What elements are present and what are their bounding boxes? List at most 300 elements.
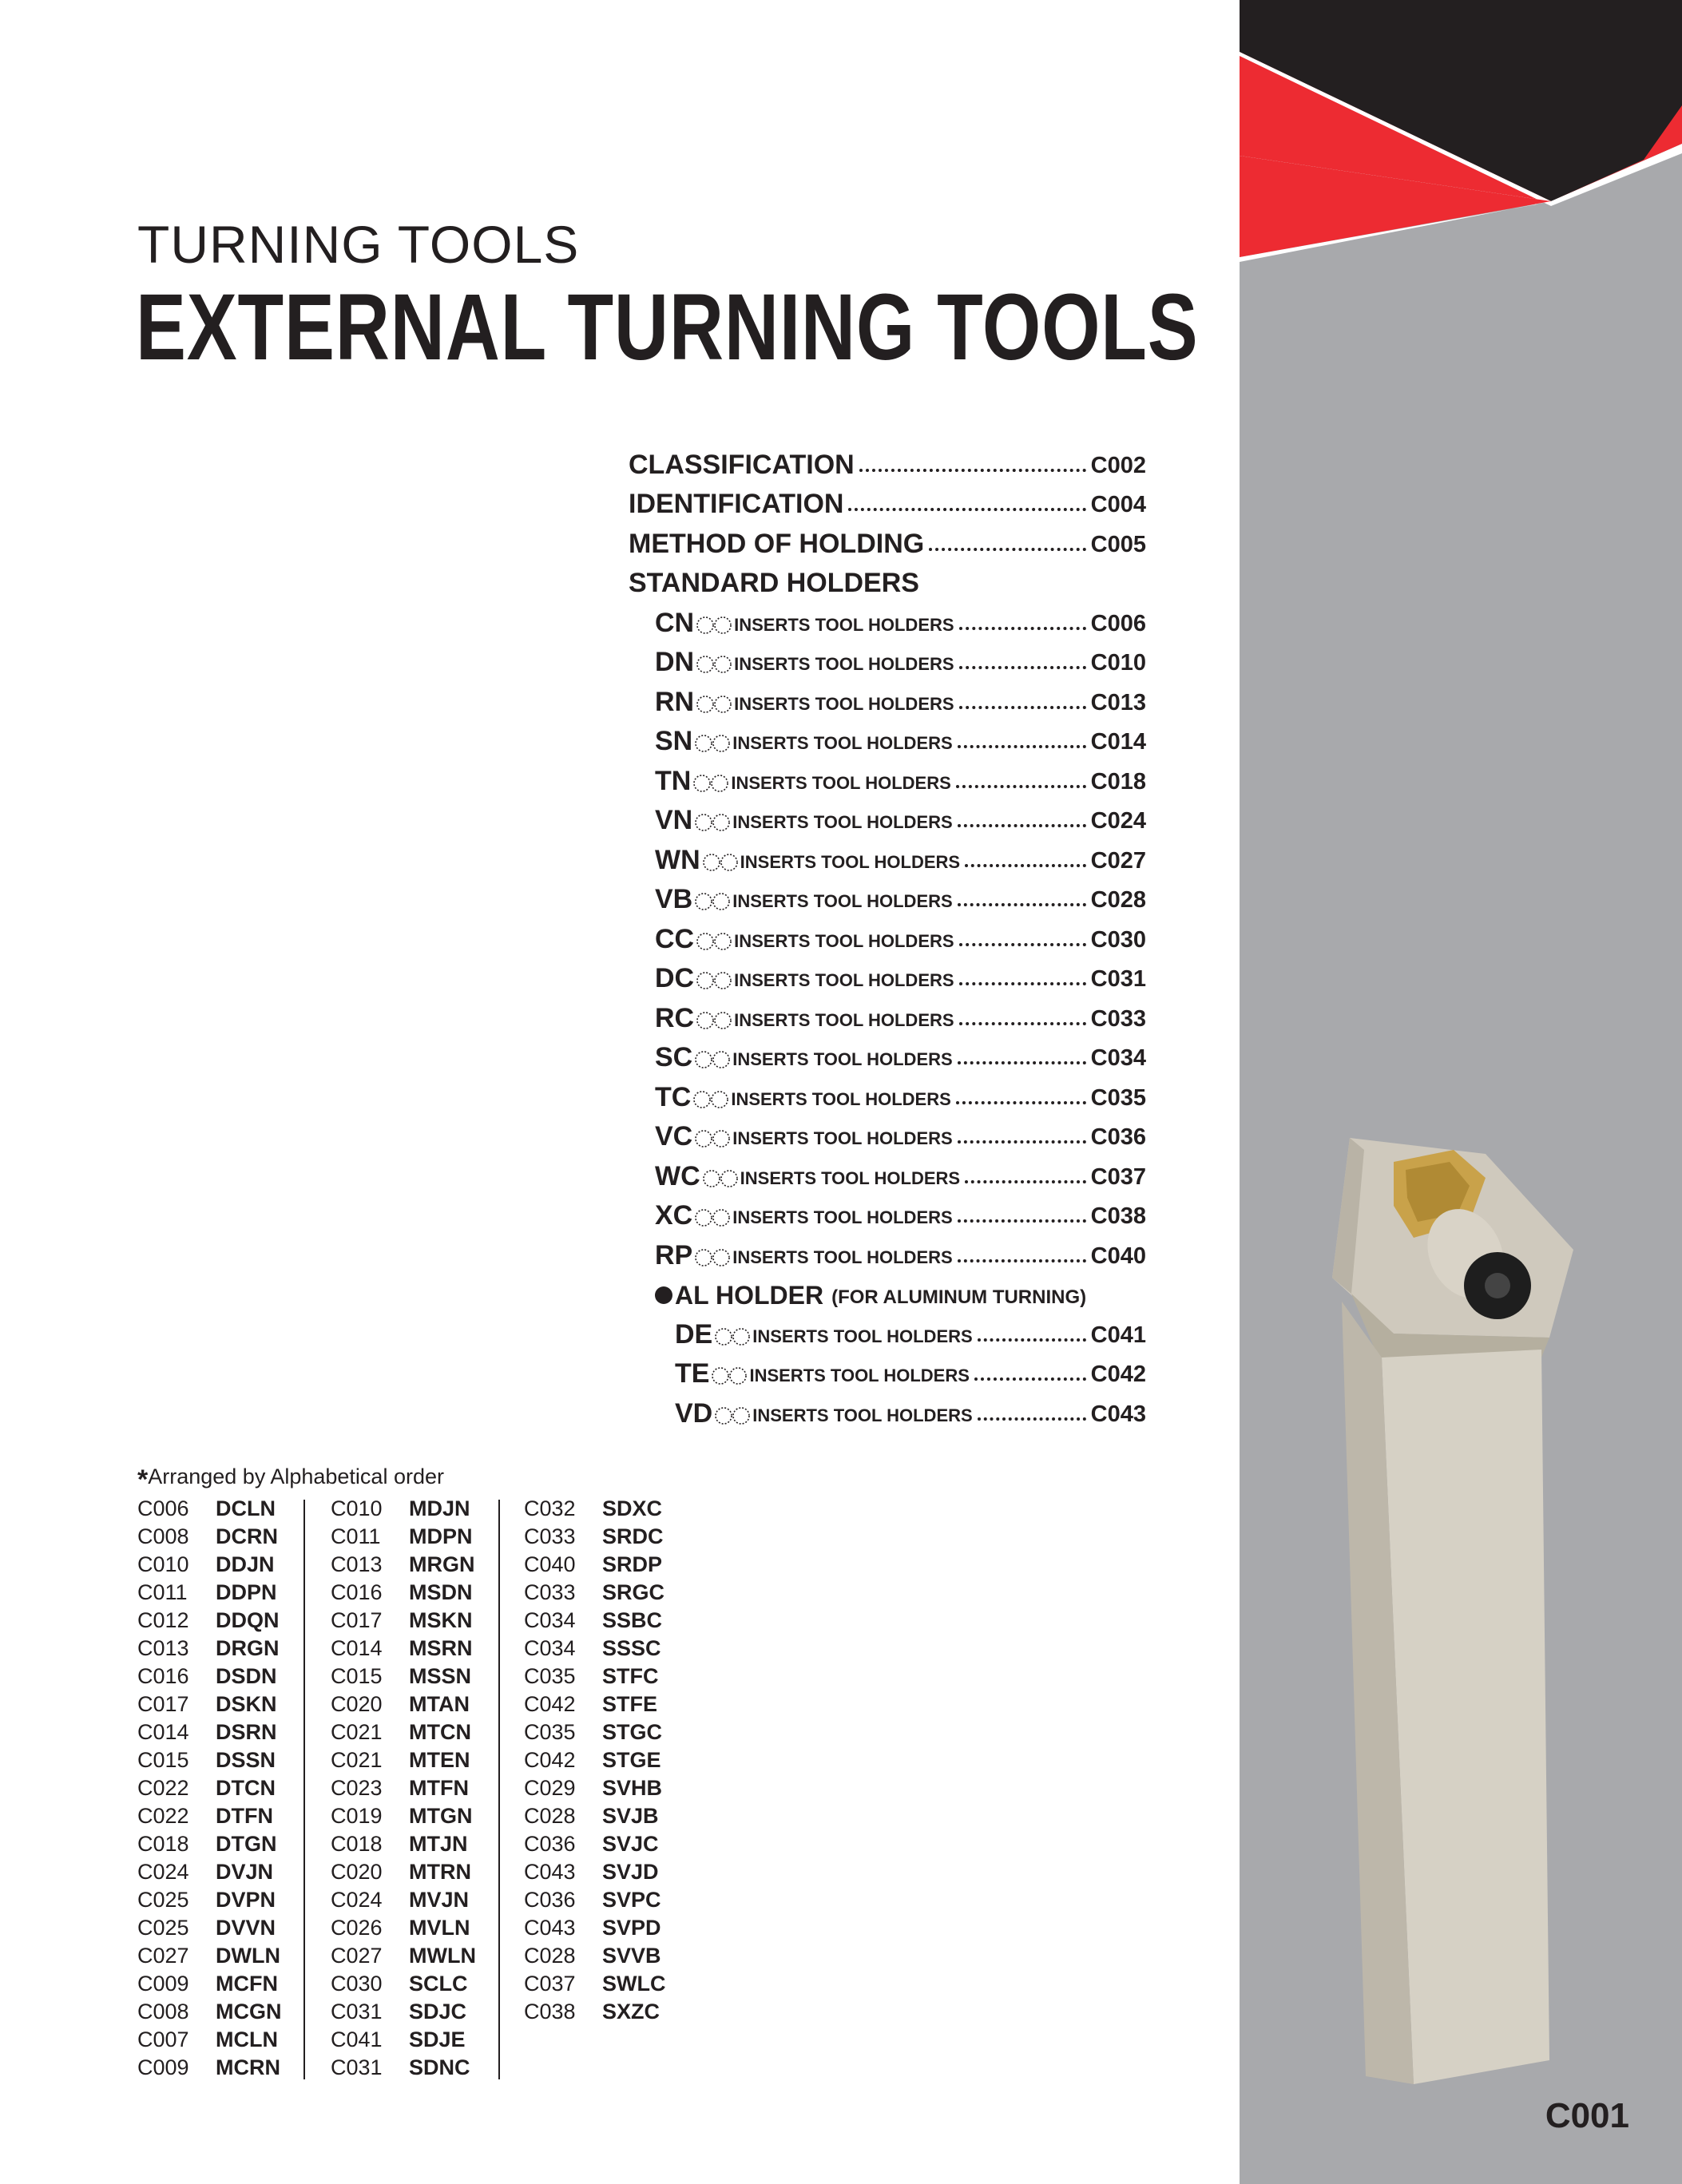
holder-code: CN: [655, 607, 695, 638]
holder-code: WN: [655, 844, 700, 875]
toc-leader: [958, 1219, 1086, 1223]
index-column: [137, 1495, 282, 2082]
tool-holder-image: [1318, 1118, 1605, 2100]
holder-description: INSERTS TOOL HOLDERS: [732, 1207, 953, 1227]
index-entry[interactable]: [331, 1998, 476, 2026]
index-entry[interactable]: [137, 1914, 282, 1942]
index-model: DCLN: [216, 1496, 276, 1520]
alphabetical-note: [137, 1460, 444, 1495]
toc-leader: [959, 1022, 1086, 1025]
index-entry[interactable]: [137, 1942, 282, 1970]
toc-item[interactable]: [629, 915, 1146, 955]
holder-code: RC: [655, 1002, 695, 1033]
index-model: DDPN: [216, 1580, 277, 1604]
index-entry[interactable]: [524, 1551, 665, 1579]
toc-page: C038: [1090, 1203, 1146, 1229]
index-model: STFC: [602, 1664, 659, 1688]
index-model: DCRN: [216, 1524, 278, 1548]
al-holders-list: [629, 1310, 1146, 1429]
index-page: C038: [524, 2000, 576, 2023]
index-model: SWLC: [602, 1972, 666, 1996]
toc-item[interactable]: [629, 757, 1146, 797]
index-entry[interactable]: [137, 1607, 282, 1635]
insert-shape-icon: [696, 1010, 732, 1031]
holder-description: INSERTS TOOL HOLDERS: [732, 812, 953, 832]
index-page: C033: [524, 1524, 576, 1548]
toc-page: C041: [1090, 1322, 1146, 1348]
index-entry[interactable]: [524, 1746, 665, 1774]
index-page: C033: [524, 1580, 576, 1604]
index-entry[interactable]: [137, 1970, 282, 1998]
index-entry[interactable]: [137, 1858, 282, 1886]
holder-code: SN: [655, 726, 693, 756]
toc-page: C034: [1090, 1045, 1146, 1071]
index-entry[interactable]: [331, 1942, 476, 1970]
toc-item[interactable]: [629, 994, 1146, 1034]
index-page: C041: [331, 2027, 383, 2051]
index-entry[interactable]: [524, 1774, 665, 1802]
toc-page: C035: [1090, 1084, 1146, 1111]
index-page: C015: [137, 1748, 189, 1772]
index-entry[interactable]: [137, 1551, 282, 1579]
index-entry[interactable]: [137, 1746, 282, 1774]
toc-page: C013: [1090, 689, 1146, 715]
index-model: SVPD: [602, 1916, 661, 1940]
index-model: MVLN: [409, 1916, 470, 1940]
index-page: C025: [137, 1888, 189, 1912]
index-entry[interactable]: [331, 1579, 476, 1607]
index-model: DVJN: [216, 1860, 274, 1884]
holder-description: INSERTS TOOL HOLDERS: [752, 1326, 973, 1346]
toc-label: STANDARD HOLDERS: [629, 568, 919, 598]
insert-shape-icon: [694, 812, 731, 833]
toc-leader: [929, 548, 1085, 551]
index-page: C019: [331, 1804, 383, 1828]
toc-item[interactable]: [629, 599, 1146, 639]
insert-shape-icon: [692, 773, 729, 794]
index-page: C020: [331, 1692, 383, 1716]
column-divider: [498, 1500, 500, 2079]
index-page: C011: [137, 1580, 188, 1604]
index-model: MCGN: [216, 2000, 282, 2023]
index-model: MTJN: [409, 1832, 468, 1856]
toc-leader: [848, 508, 1085, 511]
index-model: MSRN: [409, 1636, 473, 1660]
index-model: MTGN: [409, 1804, 473, 1828]
index-page: C014: [137, 1720, 189, 1744]
index-model: DTCN: [216, 1776, 276, 1800]
index-page: C012: [137, 1608, 189, 1632]
index-entry[interactable]: [524, 1886, 665, 1914]
index-model: SDNC: [409, 2055, 470, 2079]
index-entry[interactable]: [524, 1998, 665, 2026]
index-model: MCFN: [216, 1972, 278, 1996]
index-model: SVJD: [602, 1860, 659, 1884]
index-page: C025: [137, 1916, 189, 1940]
index-entry[interactable]: [524, 1718, 665, 1746]
toc-item[interactable]: [629, 1034, 1146, 1074]
toc-item[interactable]: [629, 1152, 1146, 1192]
index-page: C013: [331, 1552, 383, 1576]
index-page: C043: [524, 1860, 576, 1884]
index-page: C017: [137, 1692, 189, 1716]
insert-shape-icon: [714, 1326, 751, 1347]
index-model: SDXC: [602, 1496, 663, 1520]
index-model: MTCN: [409, 1720, 471, 1744]
index-model: MDPN: [409, 1524, 473, 1548]
index-entry[interactable]: [137, 1691, 282, 1718]
holder-code: VN: [655, 805, 693, 835]
toc-leader: [978, 1417, 1086, 1421]
index-entry[interactable]: [331, 1858, 476, 1886]
index-model: SVVB: [602, 1944, 661, 1968]
holder-description: INSERTS TOOL HOLDERS: [740, 1167, 961, 1188]
index-entry[interactable]: [137, 1579, 282, 1607]
toc-page: C040: [1090, 1243, 1146, 1269]
index-entry[interactable]: [331, 1635, 476, 1663]
index-entry[interactable]: [524, 1523, 665, 1551]
index-entry[interactable]: [137, 1802, 282, 1830]
toc-leader: [958, 903, 1086, 906]
index-entry[interactable]: [331, 1718, 476, 1746]
insert-shape-icon: [696, 615, 732, 636]
toc-item[interactable]: [629, 718, 1146, 758]
index-model: STFE: [602, 1692, 658, 1716]
holder-code: RN: [655, 686, 695, 717]
holder-code: RP: [655, 1239, 693, 1270]
toc-leader: [859, 469, 1086, 472]
toc-item[interactable]: [629, 1113, 1146, 1153]
toc-leader: [965, 1180, 1086, 1183]
toc-item[interactable]: [629, 836, 1146, 876]
insert-shape-icon: [696, 970, 732, 991]
index-entry[interactable]: [331, 2054, 476, 2082]
holder-description: INSERTS TOOL HOLDERS: [734, 930, 954, 951]
holder-description: INSERTS TOOL HOLDERS: [752, 1405, 973, 1425]
holder-code: VB: [655, 884, 693, 914]
holder-code: WC: [655, 1160, 700, 1191]
toc-leader: [965, 864, 1086, 867]
holder-description: INSERTS TOOL HOLDERS: [731, 772, 951, 793]
index-page: C034: [524, 1636, 576, 1660]
toc-page: C030: [1090, 926, 1146, 953]
index-entry[interactable]: [331, 1691, 476, 1718]
index-page: C043: [524, 1916, 576, 1940]
index-page: C028: [524, 1944, 576, 1968]
index-entry[interactable]: [524, 1663, 665, 1691]
index-entry[interactable]: [524, 1802, 665, 1830]
toc-item[interactable]: [629, 1389, 1146, 1429]
insert-shape-icon: [694, 1049, 731, 1070]
index-page: C007: [137, 2027, 189, 2051]
toc-item[interactable]: [629, 481, 1146, 521]
index-page: C031: [331, 2000, 383, 2023]
index-model: MSDN: [409, 1580, 473, 1604]
toc-leader: [959, 666, 1086, 669]
insert-shape-icon: [694, 1128, 731, 1149]
index-page: C035: [524, 1664, 576, 1688]
index-page: C010: [137, 1552, 189, 1576]
insert-shape-icon: [694, 1207, 731, 1228]
index-model: MTRN: [409, 1860, 471, 1884]
toc-page: C010: [1090, 650, 1146, 676]
index-page: C029: [524, 1776, 576, 1800]
toc-leader: [958, 1259, 1086, 1262]
toc-page: C005: [1090, 531, 1146, 557]
index-model: DSDN: [216, 1664, 277, 1688]
holder-description: INSERTS TOOL HOLDERS: [734, 693, 954, 714]
insert-shape-icon: [714, 1405, 751, 1426]
toc-leader: [978, 1338, 1086, 1342]
index-model: SSBC: [602, 1608, 663, 1632]
index-model: STGE: [602, 1748, 661, 1772]
index-page: C011: [331, 1524, 381, 1548]
toc-page: C042: [1090, 1362, 1146, 1387]
index-entry[interactable]: [331, 1970, 476, 1998]
toc-page: C004: [1090, 492, 1146, 517]
index-model: MRGN: [409, 1552, 475, 1576]
index-model: SVPC: [602, 1888, 661, 1912]
toc-page: C002: [1090, 452, 1146, 478]
star-icon: *: [137, 1465, 149, 1495]
index-entry[interactable]: [331, 1914, 476, 1942]
holder-description: INSERTS TOOL HOLDERS: [734, 1009, 954, 1030]
index-model: DRGN: [216, 1636, 280, 1660]
index-entry[interactable]: [137, 2054, 282, 2082]
index-entry[interactable]: [331, 1495, 476, 1523]
toc-page: C006: [1090, 610, 1146, 636]
index-model: MCRN: [216, 2055, 280, 2079]
toc-item[interactable]: [629, 1310, 1146, 1350]
index-model: DVVN: [216, 1916, 276, 1940]
index-entry[interactable]: [524, 1495, 665, 1523]
index-page: C009: [137, 1972, 189, 1996]
index-model: SRDC: [602, 1524, 664, 1548]
holder-code: TE: [675, 1358, 710, 1389]
index-entry[interactable]: [331, 2026, 476, 2054]
index-model: DSRN: [216, 1720, 277, 1744]
index-model: SVJB: [602, 1804, 659, 1828]
index-page: C006: [137, 1496, 189, 1520]
toc-page: C028: [1090, 887, 1146, 913]
al-holder-heading: [629, 1271, 1146, 1311]
toc-item[interactable]: [629, 876, 1146, 916]
toc-item[interactable]: [629, 955, 1146, 995]
index-model: MCLN: [216, 2027, 278, 2051]
index-entry[interactable]: [524, 1858, 665, 1886]
index-model: SVHB: [602, 1776, 663, 1800]
toc-page: C027: [1090, 847, 1146, 874]
toc-page: C037: [1090, 1163, 1146, 1190]
index-page: C022: [137, 1776, 189, 1800]
toc-page: C014: [1090, 729, 1146, 755]
index-entry[interactable]: [137, 1774, 282, 1802]
index-entry[interactable]: [137, 1886, 282, 1914]
insert-shape-icon: [694, 733, 731, 754]
index-page: C016: [331, 1580, 383, 1604]
index-entry[interactable]: [331, 1523, 476, 1551]
index-model: DVPN: [216, 1888, 276, 1912]
toc-page: C033: [1090, 1005, 1146, 1032]
index-page: C015: [331, 1664, 383, 1688]
page-number: C001: [1545, 2096, 1629, 2135]
index-model: MTFN: [409, 1776, 469, 1800]
bullet-icon: [655, 1286, 672, 1304]
corner-graphic: [1240, 0, 1682, 264]
index-page: C014: [331, 1636, 383, 1660]
holder-description: INSERTS TOOL HOLDERS: [732, 1128, 953, 1148]
index-entry[interactable]: [137, 1830, 282, 1858]
toc-page: C031: [1090, 966, 1146, 992]
index-page: C028: [524, 1804, 576, 1828]
index-page: C034: [524, 1608, 576, 1632]
holder-description: INSERTS TOOL HOLDERS: [749, 1365, 970, 1385]
alphabetical-note-text: Arranged by Alphabetical order: [148, 1465, 444, 1488]
index-entry[interactable]: [331, 1774, 476, 1802]
index-model: SRGC: [602, 1580, 665, 1604]
holder-description: INSERTS TOOL HOLDERS: [732, 1049, 953, 1069]
index-model: MSSN: [409, 1664, 472, 1688]
index-page: C031: [331, 2055, 383, 2079]
toc-label: IDENTIFICATION: [629, 489, 844, 519]
index-page: C024: [137, 1860, 189, 1884]
index-entry[interactable]: [331, 1663, 476, 1691]
toc-page: C043: [1090, 1401, 1146, 1427]
index-page: C018: [137, 1832, 189, 1856]
toc-item[interactable]: [629, 1192, 1146, 1232]
index-page: C016: [137, 1664, 189, 1688]
holder-code: VD: [675, 1397, 713, 1429]
index-page: C009: [137, 2055, 189, 2079]
holder-description: INSERTS TOOL HOLDERS: [732, 891, 953, 911]
holder-description: INSERTS TOOL HOLDERS: [732, 733, 953, 753]
index-model: DDJN: [216, 1552, 275, 1576]
toc-section-heading: [629, 560, 1146, 600]
index-entry[interactable]: [137, 1635, 282, 1663]
toc-leader: [958, 745, 1086, 748]
holder-code: XC: [655, 1200, 693, 1231]
index-entry[interactable]: [331, 1551, 476, 1579]
index-entry[interactable]: [524, 1607, 665, 1635]
index-entry[interactable]: [524, 1579, 665, 1607]
toc-item[interactable]: [629, 797, 1146, 837]
toc-page: C036: [1090, 1124, 1146, 1150]
index-model: DSSN: [216, 1748, 276, 1772]
toc-leader: [959, 706, 1086, 709]
holder-description: INSERTS TOOL HOLDERS: [734, 614, 954, 635]
index-model: MTEN: [409, 1748, 470, 1772]
index-entry[interactable]: [524, 1970, 665, 1998]
column-divider: [303, 1500, 305, 2079]
index-entry[interactable]: [524, 1830, 665, 1858]
index-model: MSKN: [409, 1608, 473, 1632]
holder-description: INSERTS TOOL HOLDERS: [732, 1247, 953, 1267]
toc-leader: [959, 982, 1086, 985]
toc-item[interactable]: [629, 639, 1146, 679]
index-entry[interactable]: [524, 1914, 665, 1942]
holder-description: INSERTS TOOL HOLDERS: [740, 851, 961, 872]
holder-code: CC: [655, 923, 695, 954]
index-entry[interactable]: [331, 1802, 476, 1830]
toc-item[interactable]: [629, 1350, 1146, 1390]
toc-label: METHOD OF HOLDING: [629, 528, 925, 559]
toc-page: C018: [1090, 768, 1146, 795]
toc-leader: [959, 943, 1086, 946]
al-holder-label: AL HOLDER: [675, 1281, 824, 1310]
index-entry[interactable]: [331, 1746, 476, 1774]
index-model: DWLN: [216, 1944, 280, 1968]
toc-leader: [958, 1140, 1086, 1144]
index-model: DTFN: [216, 1804, 273, 1828]
index-page: C023: [331, 1776, 383, 1800]
index-page: C036: [524, 1888, 576, 1912]
index-page: C032: [524, 1496, 576, 1520]
index-page: C020: [331, 1860, 383, 1884]
insert-shape-icon: [694, 1247, 731, 1268]
index-page: C022: [137, 1804, 189, 1828]
index-model: DSKN: [216, 1692, 277, 1716]
insert-shape-icon: [702, 1168, 739, 1189]
insert-shape-icon: [696, 931, 732, 952]
standard-holders-list: [629, 599, 1146, 1271]
al-holder-note: (FOR ALUMINUM TURNING): [831, 1286, 1087, 1308]
index-entry[interactable]: [331, 1830, 476, 1858]
index-page: C008: [137, 1524, 189, 1548]
toc-item[interactable]: [629, 520, 1146, 560]
holder-code: SC: [655, 1042, 693, 1072]
index-model: STGC: [602, 1720, 663, 1744]
index-entry[interactable]: [524, 1691, 665, 1718]
toc-leader: [958, 1061, 1086, 1064]
index-entry[interactable]: [524, 1942, 665, 1970]
toc-label: CLASSIFICATION: [629, 449, 855, 480]
toc-leader: [974, 1377, 1086, 1381]
index-model: MTAN: [409, 1692, 470, 1716]
insert-shape-icon: [694, 891, 731, 912]
index-page: C018: [331, 1832, 383, 1856]
page-subtitle: TURNING TOOLS: [137, 215, 580, 274]
index-entry[interactable]: [137, 1718, 282, 1746]
holder-code: DN: [655, 647, 695, 677]
index-entry[interactable]: [137, 1495, 282, 1523]
index-model: DTGN: [216, 1832, 277, 1856]
index-entry[interactable]: [137, 1663, 282, 1691]
toc-item[interactable]: [629, 678, 1146, 718]
index-page: C013: [137, 1636, 189, 1660]
index-entry[interactable]: [331, 1886, 476, 1914]
index-model: MDJN: [409, 1496, 470, 1520]
index-model: MWLN: [409, 1944, 476, 1968]
index-entry[interactable]: [524, 1635, 665, 1663]
index-model: SSSC: [602, 1636, 661, 1660]
index-page: C042: [524, 1692, 576, 1716]
index-page: C010: [331, 1496, 383, 1520]
index-entry[interactable]: [137, 2026, 282, 2054]
toc-item[interactable]: [629, 1231, 1146, 1271]
index-page: C040: [524, 1552, 576, 1576]
holder-description: INSERTS TOOL HOLDERS: [734, 970, 954, 990]
index-entry[interactable]: [331, 1607, 476, 1635]
insert-shape-icon: [692, 1089, 729, 1110]
index-page: C037: [524, 1972, 576, 1996]
toc-item[interactable]: [629, 1073, 1146, 1113]
index-entry[interactable]: [137, 1998, 282, 2026]
index-entry[interactable]: [137, 1523, 282, 1551]
toc-item[interactable]: [629, 441, 1146, 481]
index-page: C027: [331, 1944, 383, 1968]
index-page: C021: [331, 1720, 383, 1744]
page-title: EXTERNAL TURNING TOOLS: [136, 275, 1199, 380]
